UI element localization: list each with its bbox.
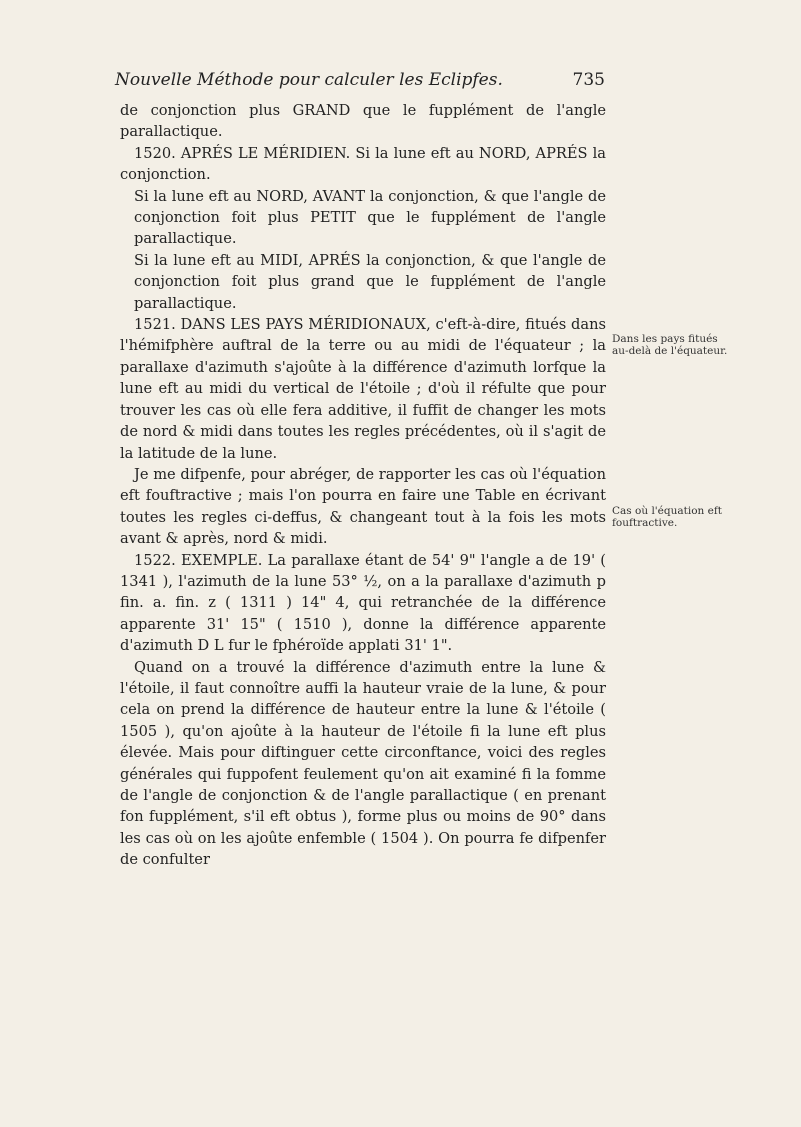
page-number: 735 (572, 70, 605, 90)
paragraph: Quand on a trouvé la différence d'azimuth entre la lune & l'étoile, il faut connoître auffi la hauteur vraie de la lune, & pour cela on prend la différence de hauteur entre la lune & l'étoile ( 1505 ), qu'on ajoûte à la hauteur de l'étoile fi la lune eft plus élevée. Mais pour diftinguer cette circonftance, voici des regles générales qui fuppofent feulement qu'on ait examiné fi la fomme de l'angle de conjonction & de l'angle parallactique ( en prenant fon fupplément, s'il eft obtus ), forme plus ou moins de 90° dans les cas où on les ajoûte enfemble ( 1504 ). On pourra fe difpenfer de confulter (120, 658, 606, 869)
paragraph: Si la lune eft au NORD, AVANT la conjonction, & que l'angle de conjonction foit plus PETIT que le fupplément de l'angle parallactique. (134, 187, 606, 248)
header-title: Nouvelle Méthode pour calculer les Eclipfes. (115, 70, 503, 90)
paragraph: de conjonction plus GRAND que le fupplément de l'angle parallactique. (120, 102, 606, 141)
paragraph: 1522. EXEMPLE. La parallaxe étant de 54' 9" l'angle a de 19' ( 1341 ), l'azimuth de la lune 53° ½, on a la parallaxe d'azimuth p fin. a. fin. z ( 1311 ) 14" 4, qui retranchée de la différence apparente 31' 15" ( 1510 ), donne la différence apparente d'azimuth D L fur le fphéroïde applati 31' 1". (120, 551, 606, 655)
paragraph: Si la lune eft au MIDI, APRÉS la conjonction, & que l'angle de conjonction foit plus grand que le fupplément de l'angle parallactique. (134, 251, 606, 312)
paragraph: 1521. DANS LES PAYS MÉRIDIONAUX, c'eft-à-dire, fitués dans l'hémifphère auftral de la terre ou au midi de l'équateur ; la parallaxe d'azimuth s'ajoûte à la différence d'azimuth lorfque la lune eft au midi du vertical de l'étoile ; d'où il réfulte que pour trouver les cas où elle fera additive, il fuffit de changer les mots de nord & midi dans toutes les regles précédentes, où il s'agit de la latitude de la lune. (120, 316, 606, 462)
margin-note: Dans les pays fitués au-delà de l'équateur. (612, 333, 728, 357)
running-header (115, 70, 605, 90)
body-text (120, 100, 606, 871)
paragraph: Je me difpenfe, pour abréger, de rapporter les cas où l'équation eft fouftractive ; mais l'on pourra en faire une Table en écrivant toutes les regles ci-deffus, & changeant tout à la fois les mots avant & après, nord & midi. (120, 465, 606, 548)
paragraph: 1520. APRÉS LE MÉRIDIEN. Si la lune eft au NORD, APRÉS la conjonction. (120, 144, 606, 184)
margin-note: Cas où l'équation eft fouftractive. (612, 505, 722, 529)
